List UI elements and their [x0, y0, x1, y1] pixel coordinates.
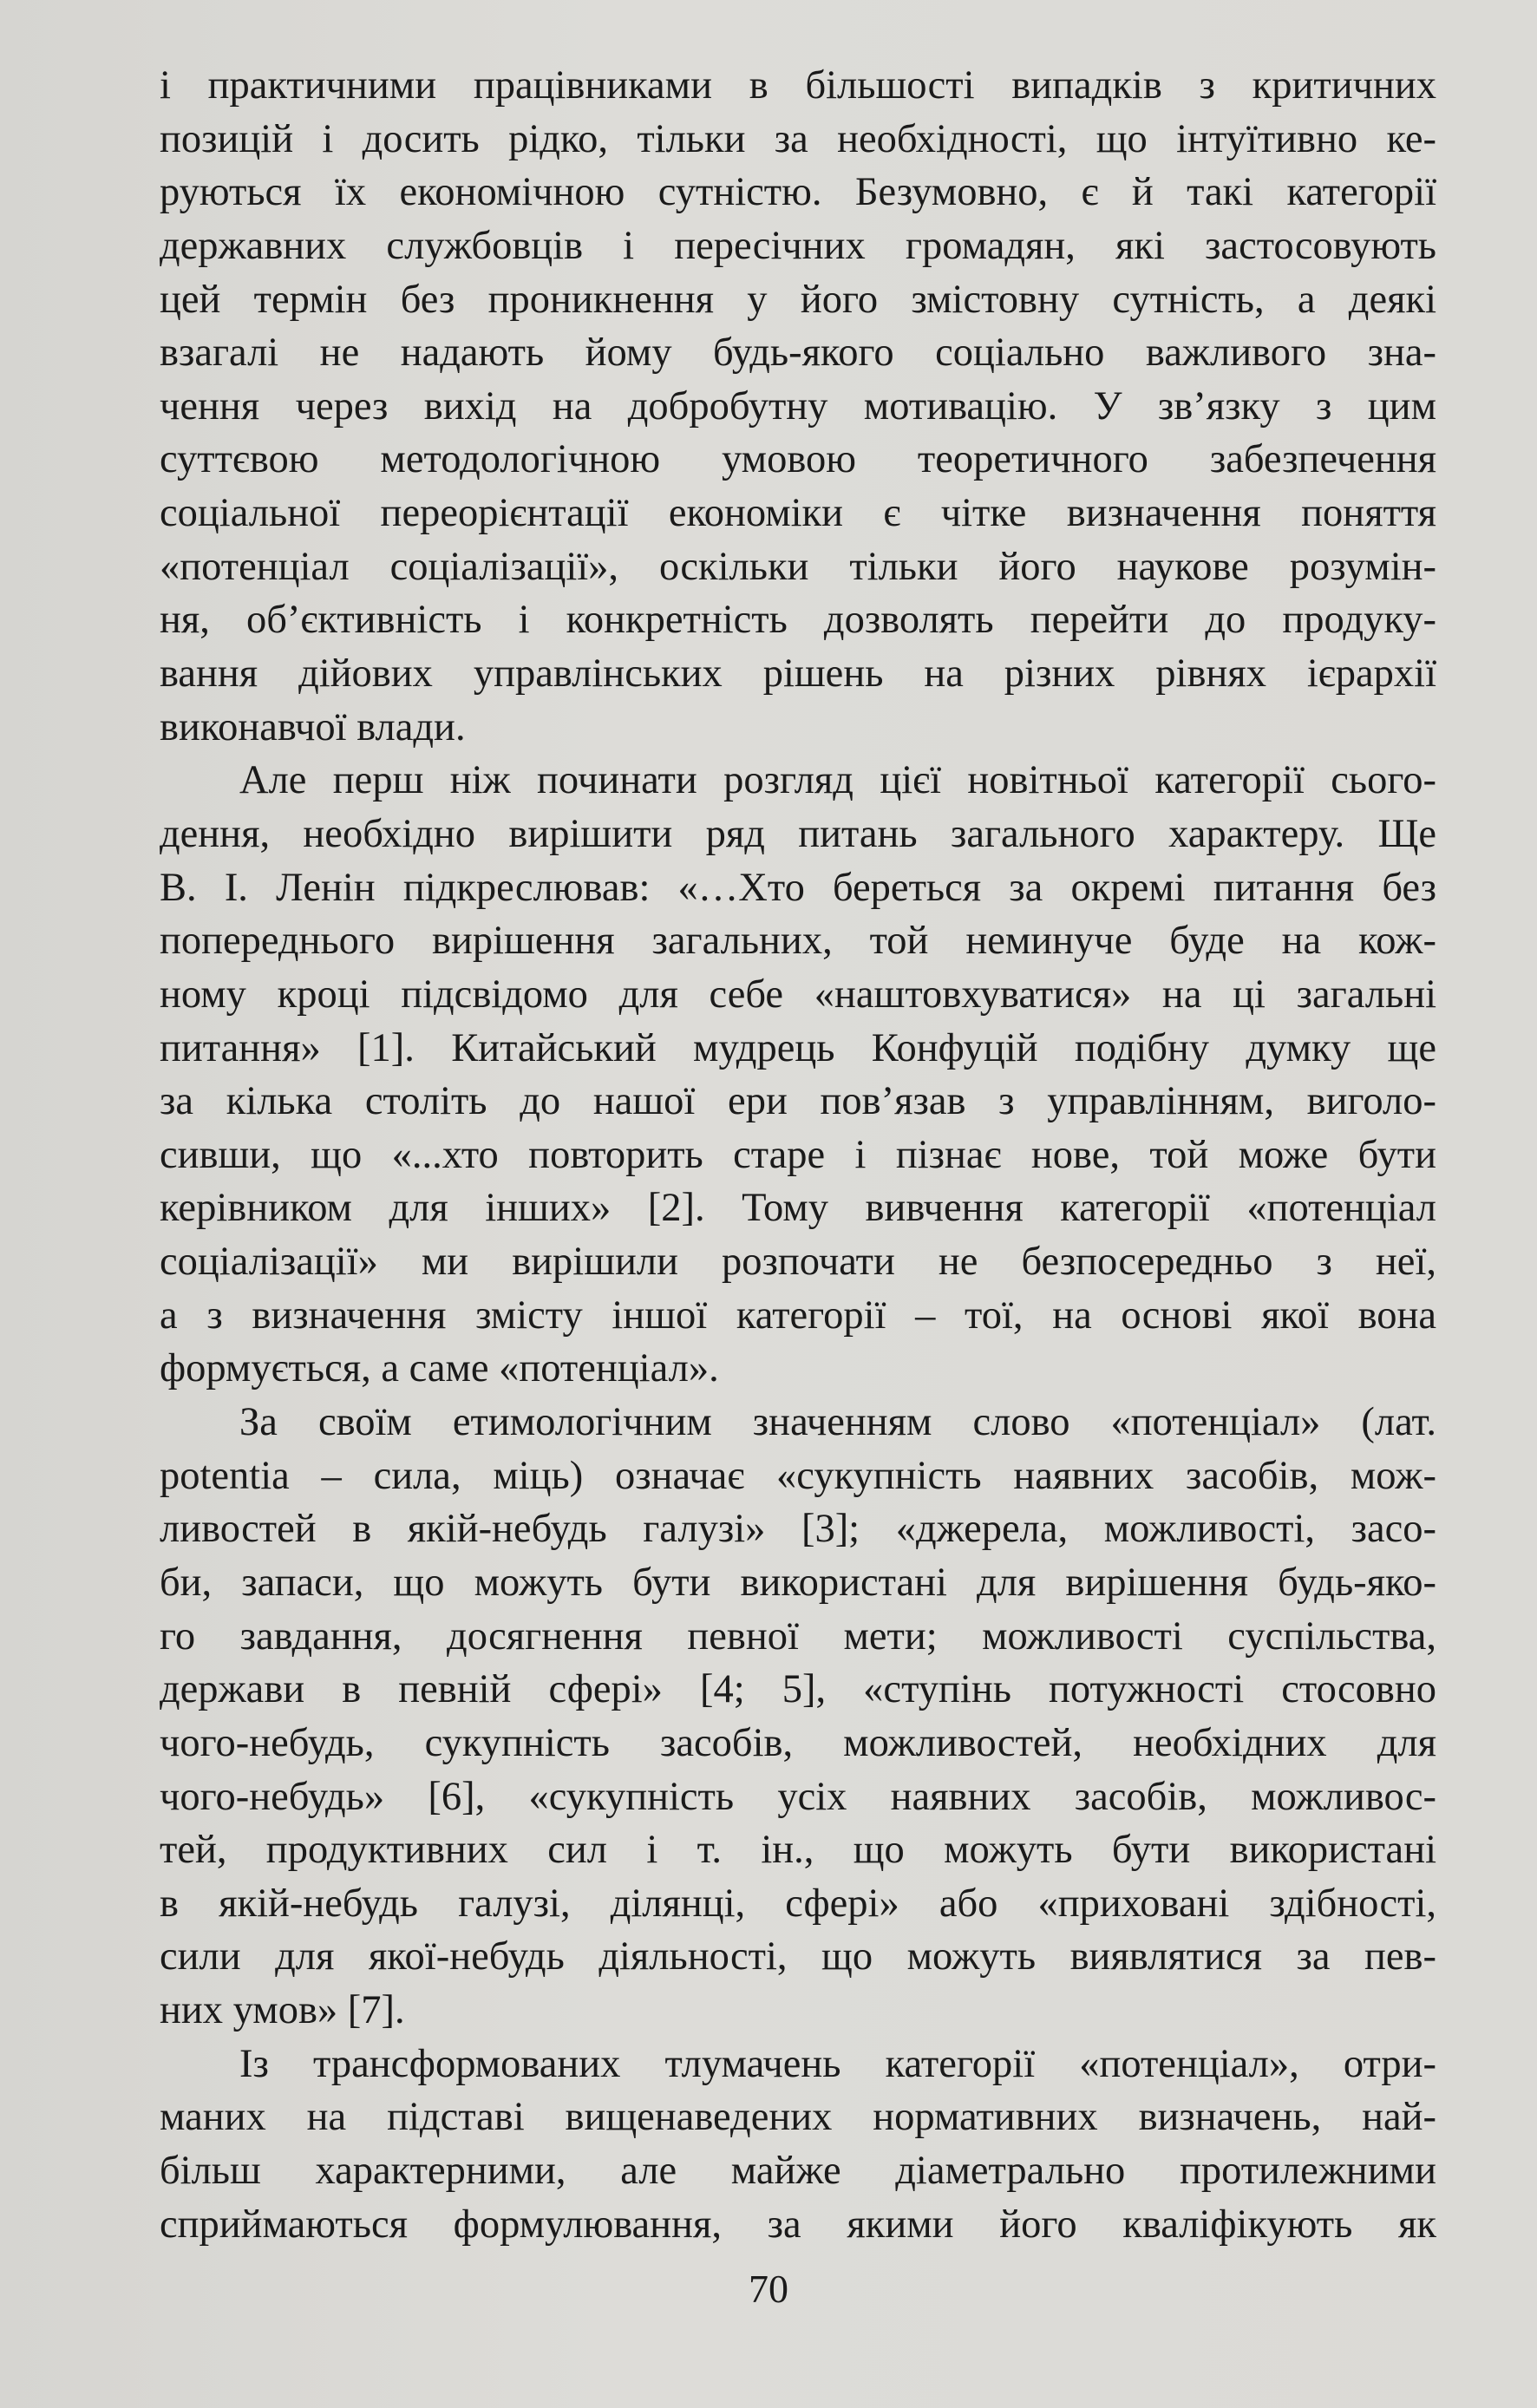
text-line: цей термін без проникнення у його змістовну сутність, а деякі — [160, 277, 1436, 322]
text-line: попереднього вирішення загальних, той неминуче буде на кож- — [160, 919, 1436, 964]
text-line: позицій і досить рідко, тільки за необхідності, що інтуїтивно ке- — [160, 116, 1436, 161]
text-line: а з визначення змісту іншої категорії – тої, на основі якої вона — [160, 1292, 1436, 1338]
text-line: керівником для інших» [2]. Тому вивчення категорії «потенціал — [160, 1186, 1436, 1231]
text-line: сприймаються формулювання, за якими його кваліфікують як — [160, 2202, 1436, 2247]
paragraph-2 — [160, 754, 1436, 1396]
text-line: В. І. Ленін підкреслював: «…Хто береться за окремі питання без — [160, 865, 1436, 910]
text-line: Але перш ніж починати розгляд цієї новітньої категорії сього- — [239, 758, 1436, 803]
text-line: виконавчої влади. — [160, 704, 466, 749]
text-line: більш характерними, але майже діаметрально протилежними — [160, 2148, 1436, 2193]
text-line: них умов» [7]. — [160, 1988, 405, 2033]
text-line: чення через вихід на добробутну мотивацію. У зв’язку з цим — [160, 383, 1436, 429]
text-line: в якій-небудь галузі, ділянці, сфері» або «приховані здібності, — [160, 1881, 1436, 1926]
paragraph-4 — [160, 2038, 1436, 2252]
text-line: і практичними працівниками в більшості випадків з критичних — [160, 63, 1436, 108]
text-line: формується, а саме «потенціал». — [160, 1346, 719, 1391]
text-line: Із трансформованих тлумачень категорії «потенціал», отри- — [239, 2041, 1436, 2086]
text-line: маних на підставі вищенаведених нормативних визначень, най- — [160, 2095, 1436, 2140]
text-line: суттєвою методологічною умовою теоретичного забезпечення — [160, 437, 1436, 482]
text-line: ливостей в якій-небудь галузі» [3]; «джерела, можливості, засо- — [160, 1507, 1436, 1552]
text-line: potentia – сила, міць) означає «сукупність наявних засобів, мож- — [160, 1453, 1436, 1498]
text-line: руються їх економічною сутністю. Безумовно, є й такі категорії — [160, 170, 1436, 215]
text-line: За своїм етимологічним значенням слово «потенціал» (лат. — [239, 1400, 1436, 1445]
text-line: держави в певній сфері» [4; 5], «ступінь потужності стосовно — [160, 1667, 1436, 1712]
text-line: соціальної переорієнтації економіки є чітке визначення поняття — [160, 491, 1436, 536]
text-line: вання дійових управлінських рішень на різних рівнях ієрархії — [160, 651, 1436, 697]
text-line: за кілька століть до нашої ери пов’язав з управлінням, виголо- — [160, 1079, 1436, 1124]
text-line: ному кроці підсвідомо для себе «наштовхуватися» на ці загальні — [160, 972, 1436, 1017]
text-line: го завдання, досягнення певної мети; можливості суспільства, — [160, 1613, 1436, 1659]
text-line: би, запаси, що можуть бути використані для вирішення будь-яко- — [160, 1560, 1436, 1605]
body-text — [160, 59, 1436, 2251]
text-line: соціалізації» ми вирішили розпочати не безпосередньо з неї, — [160, 1240, 1436, 1285]
text-line: державних службовців і пересічних громадян, які застосовують — [160, 223, 1436, 268]
text-line: взагалі не надають йому будь-якого соціально важливого зна- — [160, 330, 1436, 376]
text-line: чого-небудь, сукупність засобів, можливостей, необхідних для — [160, 1720, 1436, 1765]
text-line: ня, об’єктивність і конкретність дозволять перейти до продуку- — [160, 598, 1436, 643]
paragraph-3 — [160, 1396, 1436, 2038]
paragraph-1 — [160, 59, 1436, 754]
text-line: питання» [1]. Китайський мудрець Конфуцій подібну думку ще — [160, 1025, 1436, 1070]
text-line: сили для якої-небудь діяльності, що можуть виявлятися за пев- — [160, 1934, 1436, 1979]
text-line: «потенціал соціалізації», оскільки тільки його наукове розумін- — [160, 544, 1436, 589]
text-line: дення, необхідно вирішити ряд питань загального характеру. Ще — [160, 811, 1436, 856]
page-number: 70 — [749, 2267, 788, 2311]
text-line: чого-небудь» [6], «сукупність усіх наявних засобів, можливос- — [160, 1774, 1436, 1819]
text-line: сивши, що «...хто повторить старе і пізнає нове, той може бути — [160, 1132, 1436, 1177]
text-line: тей, продуктивних сил і т. ін., що можуть бути використані — [160, 1828, 1436, 1873]
